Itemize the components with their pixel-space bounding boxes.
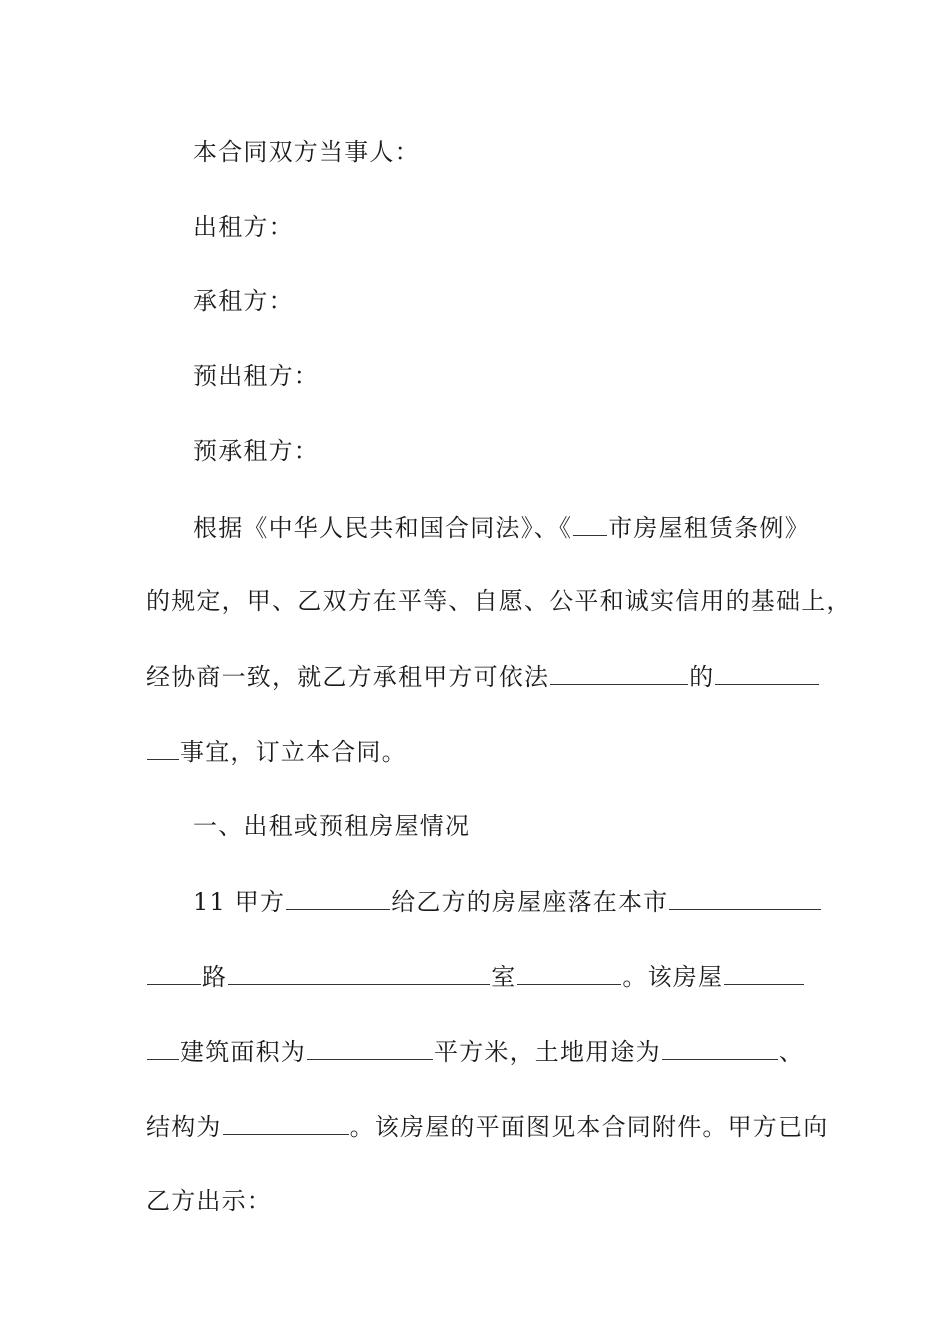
lessee-label: 承租方： (193, 287, 294, 315)
city-blank (573, 511, 607, 536)
basis-line-1 (193, 511, 810, 544)
item-number: 11 (193, 888, 226, 916)
matter-blank-2 (147, 735, 179, 760)
house-blank (724, 960, 804, 985)
area-unit-text: 平方米，土地用途为 (434, 1038, 661, 1066)
basis-line-3 (146, 660, 820, 693)
district-blank (669, 885, 821, 910)
land-use-blank (662, 1035, 778, 1060)
basis-text-a: 根据《中华人民共和国合同法》、《 (193, 514, 573, 542)
parties-intro: 本合同双方当事人： (193, 138, 420, 166)
structure-label: 结构为 (146, 1113, 222, 1141)
basis-line-3-de: 的 (689, 663, 715, 691)
comma-text: 、 (778, 1038, 805, 1066)
road-blank-a (147, 960, 201, 985)
address-blank (228, 960, 490, 985)
item-party-a: 甲方 (234, 888, 286, 916)
basis-line-2: 的规定，甲、乙双方在平等、自愿、公平和诚实信用的基础上， (146, 587, 852, 615)
area-label: 建筑面积为 (180, 1038, 306, 1066)
room-label: 室 (491, 963, 517, 991)
item-line-1 (193, 885, 822, 918)
lawful-blank (550, 660, 688, 685)
lessor-label: 出租方： (193, 213, 294, 241)
section-1-title: 一、出租或预租房屋情况 (193, 812, 471, 840)
item-line-3 (146, 1035, 804, 1068)
room-blank (517, 960, 621, 985)
basis-text-b: 市房屋租赁条例》 (608, 514, 810, 542)
road-label: 路 (202, 963, 228, 991)
item-line-4 (146, 1110, 828, 1143)
house-label: 。该房屋 (622, 963, 724, 991)
basis-line-4 (146, 735, 407, 768)
item-line-2 (146, 960, 805, 993)
pre-lessor-label: 预出租方： (193, 362, 319, 390)
item-location-text: 给乙方的房屋座落在本市 (391, 888, 669, 916)
basis-line-3-text: 经协商一致，就乙方承租甲方可依法 (146, 663, 550, 691)
area-blank (307, 1035, 433, 1060)
basis-line-4-text: 事宜，订立本合同。 (180, 738, 407, 766)
structure-blank (223, 1110, 349, 1135)
pre-lessee-label: 预承租方： (193, 437, 319, 465)
area-prefix-blank (147, 1035, 179, 1060)
matter-blank-1 (715, 660, 819, 685)
item-line-5: 乙方出示： (146, 1187, 272, 1215)
structure-tail: 。该房屋的平面图见本合同附件。甲方已向 (349, 1113, 829, 1141)
lease-type-blank (286, 885, 390, 910)
